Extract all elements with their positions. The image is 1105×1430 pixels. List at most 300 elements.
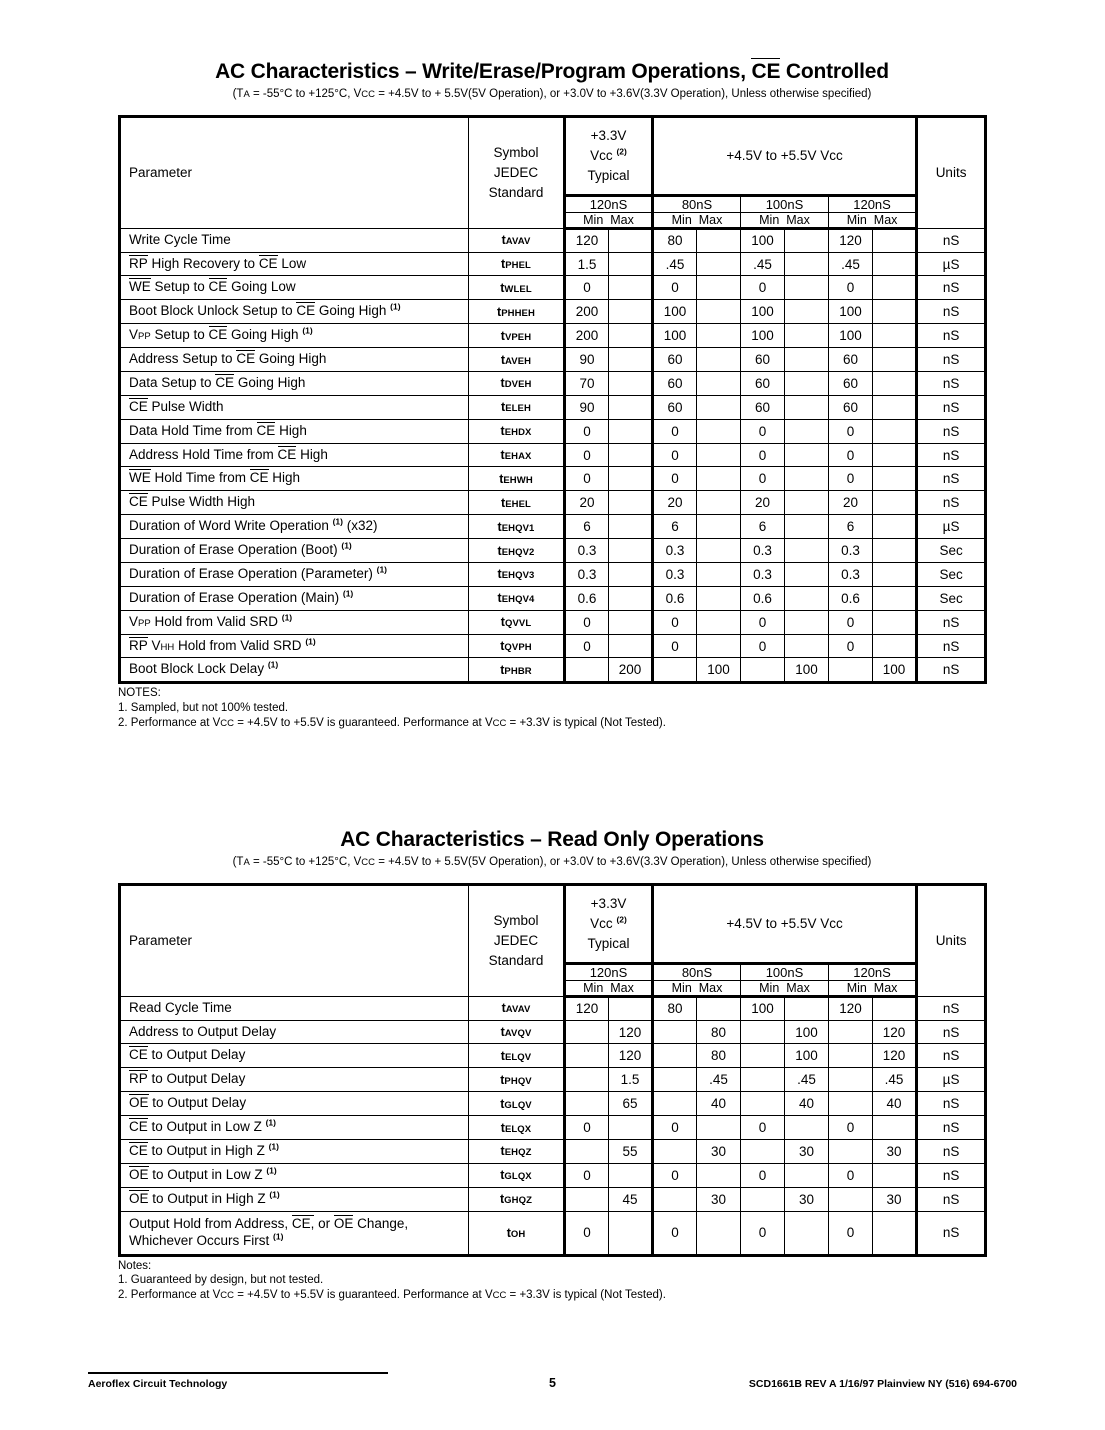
row-value-max-0: 1.5 <box>609 1068 653 1092</box>
overline-signal: CE <box>129 1142 148 1158</box>
row-value-min-3: 100 <box>829 300 873 324</box>
row-parameter-label: OE to Output Delay <box>120 1092 469 1116</box>
table-row <box>120 634 986 658</box>
row-value-max-0 <box>609 634 653 658</box>
row-value-min-2 <box>741 1044 785 1068</box>
row-value-min-1: 0 <box>653 419 697 443</box>
row-symbol <box>469 586 565 610</box>
row-value-max-2 <box>785 1116 829 1140</box>
row-value-min-2: 0.3 <box>741 562 785 586</box>
header-min-max-group-3: Min Max <box>829 980 917 996</box>
row-value-max-0 <box>609 515 653 539</box>
row-units: Sec <box>917 586 986 610</box>
note-item: 1. Guaranteed by design, but not tested. <box>118 1274 324 1287</box>
row-symbol <box>469 1068 565 1092</box>
header-speed-120ns: 120nS <box>829 195 917 212</box>
header-parameter: Parameter <box>120 884 469 996</box>
overline-signal: CE <box>208 327 228 343</box>
row-value-max-0 <box>609 324 653 348</box>
row-units: nS <box>917 395 986 419</box>
row-value-max-2 <box>785 610 829 634</box>
header-units: Units <box>917 116 986 228</box>
row-value-max-2: 30 <box>785 1139 829 1163</box>
row-value-max-2 <box>785 276 829 300</box>
row-value-max-0 <box>609 1116 653 1140</box>
row-symbol <box>469 634 565 658</box>
table-row <box>120 1020 986 1044</box>
row-parameter-label: Address to Output Delay <box>120 1020 469 1044</box>
row-value-min-3 <box>829 1044 873 1068</box>
row-parameter-label: CE Pulse Width High <box>120 491 469 515</box>
table-row <box>120 371 986 395</box>
jedec-symbol: tAVAV <box>501 233 531 248</box>
row-value-min-1: 60 <box>653 371 697 395</box>
overline-signal: CE <box>129 1119 148 1135</box>
jedec-symbol: tWLEL <box>500 280 532 295</box>
row-value-max-3 <box>873 996 917 1020</box>
row-value-max-3 <box>873 443 917 467</box>
row-value-min-3: .45 <box>829 252 873 276</box>
row-value-min-1: 0 <box>653 443 697 467</box>
overline-signal: RP <box>129 1071 148 1087</box>
row-value-min-3: 0.3 <box>829 562 873 586</box>
table-row <box>120 491 986 515</box>
row-value-max-1 <box>697 1163 741 1187</box>
table-row <box>120 1116 986 1140</box>
row-parameter-label: RP High Recovery to CE Low <box>120 252 469 276</box>
jedec-symbol: tAVQV <box>500 1025 532 1040</box>
jedec-symbol: tPHHEH <box>497 304 535 319</box>
row-value-max-0 <box>609 562 653 586</box>
jedec-symbol: tPHEL <box>501 257 531 272</box>
row-value-min-0 <box>565 1092 609 1116</box>
row-value-min-1: .45 <box>653 252 697 276</box>
row-value-min-3: 0.6 <box>829 586 873 610</box>
row-value-min-3: 100 <box>829 324 873 348</box>
overline-signal: WE <box>129 279 151 295</box>
row-value-max-2: .45 <box>785 1068 829 1092</box>
row-value-max-3 <box>873 419 917 443</box>
note-item: 1. Sampled, but not 100% tested. <box>118 702 289 715</box>
row-units: Sec <box>917 539 986 563</box>
footnote-marker: (1) <box>376 564 387 575</box>
jedec-symbol: tEHEL <box>501 495 531 510</box>
jedec-symbol: tQVPH <box>500 639 532 654</box>
row-value-min-1: 80 <box>653 996 697 1020</box>
header-typical-33v: +3.3V Vcc $^{(2)}$ Typical <box>565 116 653 195</box>
row-units: nS <box>917 371 986 395</box>
row-value-max-0 <box>609 443 653 467</box>
header-speed-100ns: 100nS <box>741 195 829 212</box>
jedec-symbol: tELQX <box>500 1120 532 1135</box>
row-symbol <box>469 491 565 515</box>
row-value-min-2: 100 <box>741 324 785 348</box>
footer-page-number: 5 <box>549 1376 556 1390</box>
row-value-max-1 <box>697 562 741 586</box>
row-value-max-0 <box>609 1211 653 1255</box>
row-value-max-3 <box>873 276 917 300</box>
footnote-marker: (1) <box>305 636 316 647</box>
row-value-max-3: 100 <box>873 658 917 683</box>
table-header-row-primary <box>120 116 986 195</box>
row-value-min-3: 0.3 <box>829 539 873 563</box>
header-min-max-group-2: Min Max <box>741 980 829 996</box>
row-value-min-1: 0.3 <box>653 562 697 586</box>
row-value-min-3: 120 <box>829 996 873 1020</box>
row-parameter-label: Write Cycle Time <box>120 228 469 252</box>
row-value-min-2: 0 <box>741 443 785 467</box>
row-value-min-2 <box>741 1020 785 1044</box>
row-value-max-2 <box>785 228 829 252</box>
row-value-min-0: 0 <box>565 610 609 634</box>
table-row <box>120 1139 986 1163</box>
row-value-max-1 <box>697 586 741 610</box>
section-write-erase-program <box>118 60 986 731</box>
row-value-min-2: 0 <box>741 1211 785 1255</box>
section-subtitle: (TA = -55°C to +125°C, VCC = +4.5V to + 5.5V(5V Operation), or +3.0V to +3.6V(3.3V Operation), Unless otherwise specified) <box>232 88 872 101</box>
row-value-max-0 <box>609 996 653 1020</box>
ac-characteristics-table-wrapper <box>118 883 986 1257</box>
row-parameter-label: Boot Block Lock Delay $^{(1)}$ <box>120 658 469 683</box>
row-value-max-3: 120 <box>873 1044 917 1068</box>
row-value-min-1: 0 <box>653 1211 697 1255</box>
overline-signal: RP <box>129 637 148 653</box>
header-min-max-group-0: Min Max <box>565 212 653 228</box>
header-min-max-group-1: Min Max <box>653 212 741 228</box>
row-value-max-1 <box>697 348 741 372</box>
row-value-min-1: 60 <box>653 395 697 419</box>
overline-signal: CE <box>296 303 316 319</box>
overline-signal: CE <box>129 1047 148 1063</box>
row-value-min-1: 0 <box>653 276 697 300</box>
notes-title: Notes: <box>118 1259 152 1272</box>
ac-characteristics-table <box>118 883 987 1257</box>
row-units: nS <box>917 1116 986 1140</box>
row-value-max-2 <box>785 252 829 276</box>
row-value-max-3 <box>873 1211 917 1255</box>
jedec-symbol: tGLQV <box>500 1096 532 1111</box>
row-value-max-0 <box>609 1163 653 1187</box>
overline-signal: WE <box>129 470 151 486</box>
row-value-max-3 <box>873 1163 917 1187</box>
row-value-max-0 <box>609 300 653 324</box>
row-value-min-3: 6 <box>829 515 873 539</box>
row-parameter-label: OE to Output in Low Z $^{(1)}$ <box>120 1163 469 1187</box>
row-value-min-2: 0 <box>741 1116 785 1140</box>
row-parameter-label: Duration of Erase Operation (Parameter) $^{(1)}$ <box>120 562 469 586</box>
row-value-max-0: 200 <box>609 658 653 683</box>
row-value-max-2: 100 <box>785 1020 829 1044</box>
row-value-min-0: 120 <box>565 996 609 1020</box>
footnote-marker: (1) <box>390 301 401 312</box>
row-value-min-0: 0 <box>565 276 609 300</box>
row-value-min-3: 60 <box>829 348 873 372</box>
row-value-max-0 <box>609 539 653 563</box>
row-value-max-2 <box>785 324 829 348</box>
row-value-min-2: 60 <box>741 395 785 419</box>
row-units: nS <box>917 1020 986 1044</box>
row-parameter-label: CE Pulse Width <box>120 395 469 419</box>
row-value-max-2 <box>785 348 829 372</box>
row-value-max-2 <box>785 395 829 419</box>
row-value-max-0: 65 <box>609 1092 653 1116</box>
jedec-symbol: tEHQZ <box>500 1144 532 1159</box>
row-value-min-0: 0 <box>565 1116 609 1140</box>
row-value-max-1 <box>697 252 741 276</box>
row-units: Sec <box>917 562 986 586</box>
row-value-max-1 <box>697 515 741 539</box>
row-value-max-2 <box>785 371 829 395</box>
row-value-max-2 <box>785 586 829 610</box>
row-value-min-0: 70 <box>565 371 609 395</box>
row-value-min-2: 60 <box>741 348 785 372</box>
table-row <box>120 1163 986 1187</box>
row-value-max-1 <box>697 996 741 1020</box>
row-value-min-1: 0 <box>653 1163 697 1187</box>
row-units: nS <box>917 348 986 372</box>
row-symbol <box>469 1092 565 1116</box>
table-row <box>120 586 986 610</box>
overline-signal: RP <box>129 255 148 271</box>
row-value-min-3 <box>829 1139 873 1163</box>
row-symbol <box>469 610 565 634</box>
table-row <box>120 443 986 467</box>
row-value-max-1: 100 <box>697 658 741 683</box>
row-value-min-1 <box>653 1068 697 1092</box>
row-value-max-0 <box>609 610 653 634</box>
row-value-min-1 <box>653 1044 697 1068</box>
row-units: nS <box>917 610 986 634</box>
row-units: µS <box>917 252 986 276</box>
ac-characteristics-table-wrapper <box>118 115 986 685</box>
row-value-max-0: 120 <box>609 1020 653 1044</box>
overline-signal: CE <box>256 422 276 438</box>
note-item: 2. Performance at VCC = +4.5V to +5.5V is guaranteed. Performance at VCC = +3.3V is typical (Not Tested). <box>118 716 666 729</box>
header-symbol: Symbol JEDEC Standard <box>469 884 565 996</box>
row-parameter-label: CE to Output in High Z $^{(1)}$ <box>120 1139 469 1163</box>
row-symbol <box>469 996 565 1020</box>
row-value-min-2 <box>741 1092 785 1116</box>
row-value-min-3: 0 <box>829 1163 873 1187</box>
row-symbol <box>469 562 565 586</box>
row-units: nS <box>917 1187 986 1211</box>
overline-signal: OE <box>129 1190 149 1206</box>
row-value-min-2: 100 <box>741 300 785 324</box>
row-value-min-2 <box>741 658 785 683</box>
row-value-min-2 <box>741 1068 785 1092</box>
row-value-max-2 <box>785 996 829 1020</box>
row-value-min-3: 0 <box>829 467 873 491</box>
row-value-max-2: 40 <box>785 1092 829 1116</box>
row-value-min-0: 0.6 <box>565 586 609 610</box>
row-symbol <box>469 276 565 300</box>
row-value-min-0: 0 <box>565 419 609 443</box>
row-value-max-1: 40 <box>697 1092 741 1116</box>
header-units: Units <box>917 884 986 996</box>
row-parameter-label: VPP Hold from Valid SRD $^{(1)}$ <box>120 610 469 634</box>
jedec-symbol: tPHQV <box>500 1072 532 1087</box>
jedec-symbol: tOH <box>506 1225 526 1240</box>
table-row <box>120 539 986 563</box>
row-value-min-0: 200 <box>565 300 609 324</box>
row-units: nS <box>917 1092 986 1116</box>
table-row <box>120 1187 986 1211</box>
row-symbol <box>469 371 565 395</box>
row-value-min-0: 20 <box>565 491 609 515</box>
table-row <box>120 1211 986 1255</box>
row-value-min-1 <box>653 658 697 683</box>
jedec-symbol: tVPEH <box>500 328 532 343</box>
jedec-symbol: tAVAV <box>501 1001 531 1016</box>
row-value-max-3 <box>873 1116 917 1140</box>
row-symbol <box>469 1139 565 1163</box>
row-value-max-1 <box>697 371 741 395</box>
row-value-min-3 <box>829 1092 873 1116</box>
row-value-min-1: 6 <box>653 515 697 539</box>
row-parameter-label: CE to Output in Low Z $^{(1)}$ <box>120 1116 469 1140</box>
overline-signal: CE <box>751 60 781 83</box>
row-value-max-1: 30 <box>697 1187 741 1211</box>
row-value-max-0 <box>609 419 653 443</box>
row-value-max-3 <box>873 324 917 348</box>
table-row <box>120 1068 986 1092</box>
table-row <box>120 658 986 683</box>
row-value-min-0 <box>565 1187 609 1211</box>
header-speed-100ns: 100nS <box>741 963 829 980</box>
row-symbol <box>469 228 565 252</box>
row-symbol <box>469 324 565 348</box>
row-value-max-2: 30 <box>785 1187 829 1211</box>
row-symbol <box>469 1211 565 1255</box>
row-value-max-0 <box>609 276 653 300</box>
row-value-min-3: 0 <box>829 1211 873 1255</box>
row-value-min-1: 80 <box>653 228 697 252</box>
row-units: nS <box>917 443 986 467</box>
row-units: nS <box>917 324 986 348</box>
section-subtitle: (TA = -55°C to +125°C, VCC = +4.5V to + 5.5V(5V Operation), or +3.0V to +3.6V(3.3V Operation), Unless otherwise specified) <box>232 856 872 869</box>
footnote-marker: (1) <box>265 1117 276 1128</box>
row-units: nS <box>917 634 986 658</box>
footnote-marker: (1) <box>281 612 293 623</box>
table-row <box>120 348 986 372</box>
row-value-max-3 <box>873 610 917 634</box>
row-value-max-0 <box>609 491 653 515</box>
row-parameter-label: Duration of Erase Operation (Boot) $^{(1)}$ <box>120 539 469 563</box>
row-value-min-0 <box>565 658 609 683</box>
row-value-min-0: 1.5 <box>565 252 609 276</box>
row-parameter-label: WE Setup to CE Going Low <box>120 276 469 300</box>
row-value-min-1 <box>653 1092 697 1116</box>
overline-signal: CE <box>129 398 148 414</box>
row-parameter-label: WE Hold Time from CE High <box>120 467 469 491</box>
row-value-max-2 <box>785 515 829 539</box>
row-value-max-2 <box>785 419 829 443</box>
row-value-max-0 <box>609 348 653 372</box>
header-speed-80ns: 80nS <box>653 195 741 212</box>
row-value-max-2: 100 <box>785 1044 829 1068</box>
row-value-min-1 <box>653 1020 697 1044</box>
section-title: AC Characteristics – Write/Erase/Program Operations, CE Controlled <box>215 60 889 83</box>
row-value-min-3: 0 <box>829 1116 873 1140</box>
row-value-min-2 <box>741 1139 785 1163</box>
row-value-min-3: 0 <box>829 610 873 634</box>
row-units: nS <box>917 467 986 491</box>
row-value-max-2 <box>785 300 829 324</box>
row-value-min-1: 20 <box>653 491 697 515</box>
row-value-min-0: 0 <box>565 1163 609 1187</box>
row-value-max-2 <box>785 1211 829 1255</box>
row-value-max-1: 30 <box>697 1139 741 1163</box>
row-parameter-label: OE to Output in High Z $^{(1)}$ <box>120 1187 469 1211</box>
row-units: nS <box>917 1044 986 1068</box>
row-value-min-3: 0 <box>829 443 873 467</box>
row-value-max-0: 45 <box>609 1187 653 1211</box>
row-value-max-3 <box>873 467 917 491</box>
row-units: nS <box>917 658 986 683</box>
jedec-symbol: tELEH <box>501 400 531 415</box>
row-value-min-0 <box>565 1068 609 1092</box>
row-value-max-2: 100 <box>785 658 829 683</box>
row-value-min-0: 0 <box>565 634 609 658</box>
header-symbol: Symbol JEDEC Standard <box>469 116 565 228</box>
row-symbol <box>469 1020 565 1044</box>
row-value-max-2 <box>785 634 829 658</box>
row-value-max-0: 120 <box>609 1044 653 1068</box>
row-value-max-2 <box>785 491 829 515</box>
row-value-min-0: 120 <box>565 228 609 252</box>
row-value-max-2 <box>785 1163 829 1187</box>
row-value-min-2: 0 <box>741 467 785 491</box>
row-value-max-3 <box>873 395 917 419</box>
row-value-min-0: 0.3 <box>565 539 609 563</box>
row-value-min-2: 0 <box>741 634 785 658</box>
row-parameter-label: Duration of Erase Operation (Main) $^{(1)}$ <box>120 586 469 610</box>
row-value-max-1 <box>697 443 741 467</box>
table-row <box>120 1044 986 1068</box>
row-value-min-0: 0.3 <box>565 562 609 586</box>
page-footer <box>88 1372 1017 1394</box>
jedec-symbol: tDVEH <box>500 376 532 391</box>
row-value-min-0 <box>565 1139 609 1163</box>
table-row <box>120 1092 986 1116</box>
row-symbol <box>469 395 565 419</box>
row-value-max-1 <box>697 276 741 300</box>
row-value-max-1 <box>697 1211 741 1255</box>
row-units: nS <box>917 1139 986 1163</box>
footnote-marker: (1) <box>302 325 313 336</box>
row-value-min-3: 0 <box>829 634 873 658</box>
footnote-marker: (1) <box>266 1165 277 1176</box>
row-value-min-1: 0.3 <box>653 539 697 563</box>
row-symbol <box>469 515 565 539</box>
jedec-symbol: tEHQV3 <box>497 567 535 582</box>
footnote-marker: (1) <box>332 516 343 527</box>
row-value-min-2: 6 <box>741 515 785 539</box>
row-value-min-3 <box>829 1020 873 1044</box>
note-item: 2. Performance at VCC = +4.5V to +5.5V is guaranteed. Performance at VCC = +3.3V is typical (Not Tested). <box>118 1289 666 1302</box>
jedec-symbol: tEHQV2 <box>497 543 535 558</box>
row-value-min-2: 100 <box>741 996 785 1020</box>
row-units: nS <box>917 491 986 515</box>
row-value-min-2: 0 <box>741 610 785 634</box>
row-value-max-3 <box>873 515 917 539</box>
row-value-min-3: 60 <box>829 371 873 395</box>
header-min-max-group-0: Min Max <box>565 980 653 996</box>
row-value-min-3 <box>829 658 873 683</box>
notes-block <box>118 686 986 730</box>
table-row <box>120 419 986 443</box>
row-symbol <box>469 1116 565 1140</box>
